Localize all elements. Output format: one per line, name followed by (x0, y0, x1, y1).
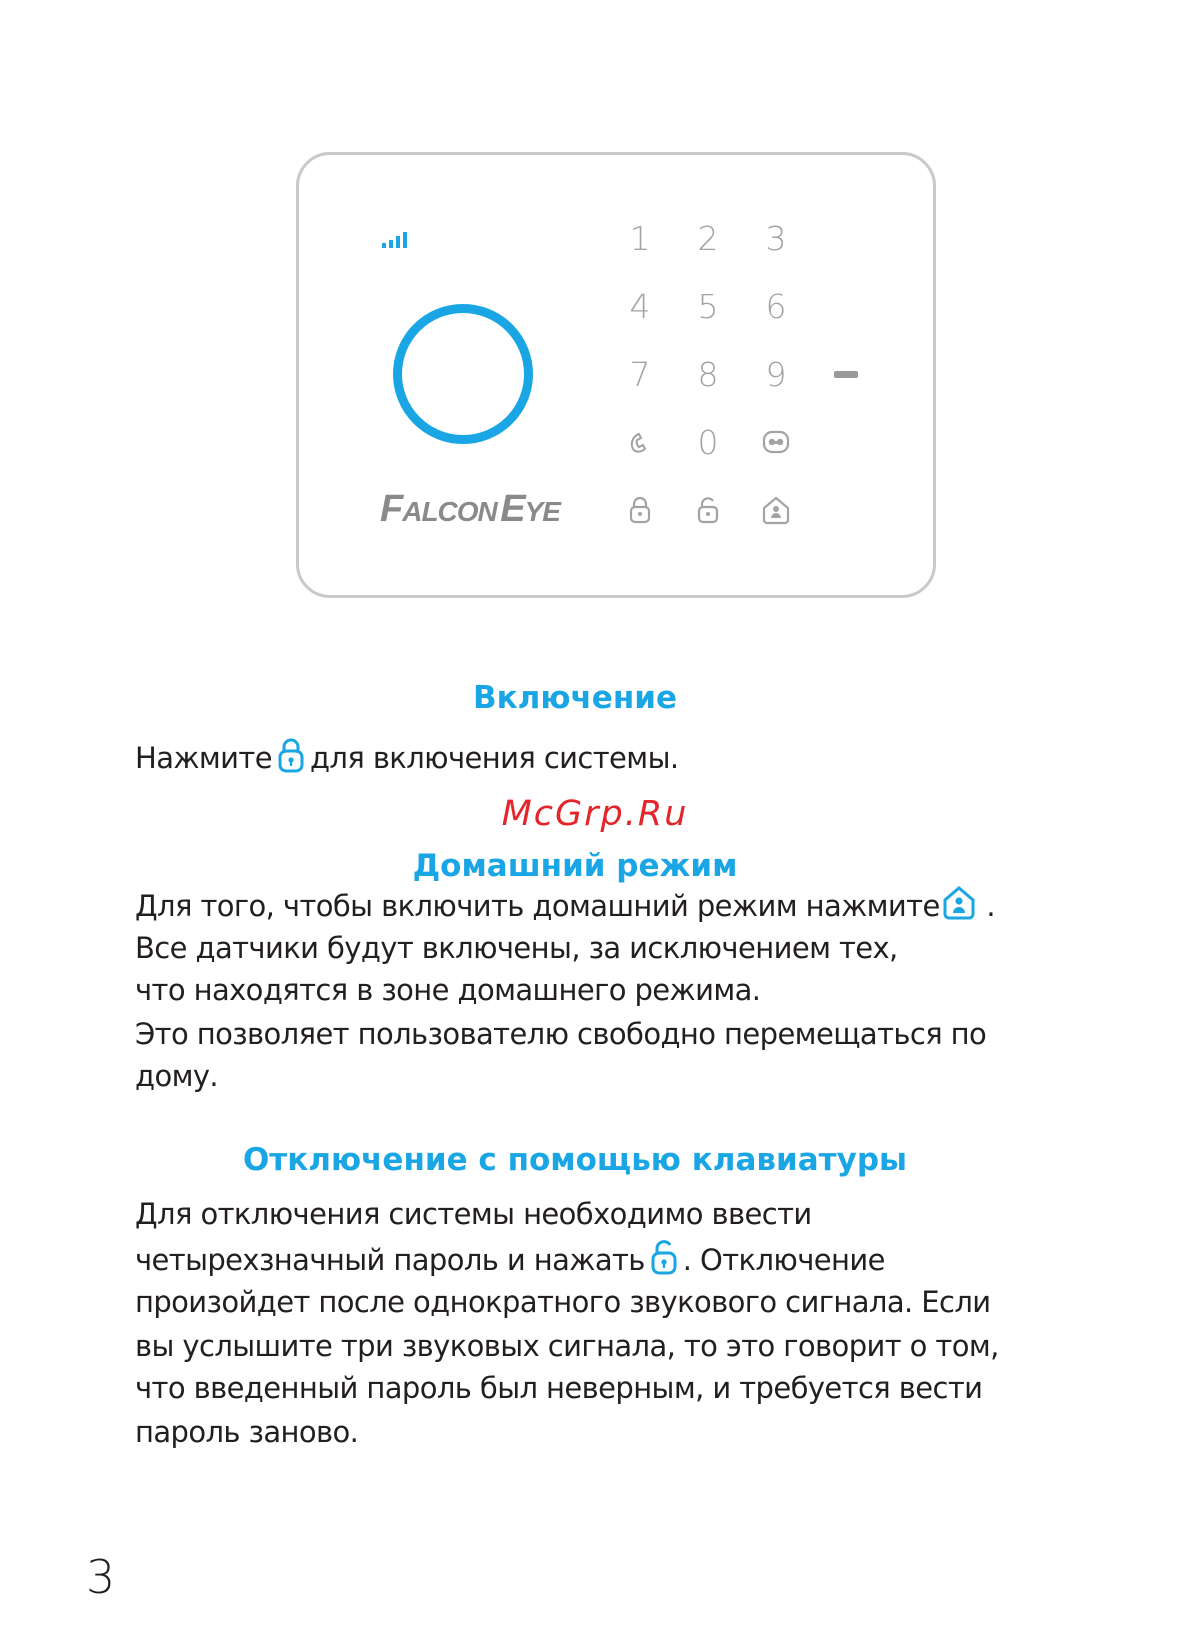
signal-icon (382, 232, 408, 248)
dash-key[interactable] (834, 371, 858, 378)
home-line-5: дому. (135, 1059, 219, 1093)
page-number: 3 (86, 1550, 116, 1604)
home-line-3: что находятся в зоне домашнего режима. (135, 973, 761, 1007)
disarm-line-6: пароль заново. (135, 1415, 359, 1449)
home-line-1: Для того, чтобы включить домашний режим нажмите . (135, 884, 995, 926)
home-mode-icon (942, 884, 976, 922)
key-1[interactable]: 1 (629, 218, 651, 258)
heading-disarm: Отключение с помощью клавиатуры (242, 1142, 908, 1178)
key-0[interactable]: 0 (697, 422, 719, 462)
lock-open-icon (647, 1238, 681, 1276)
disarm-line-1: Для отключения системы необходимо ввести (135, 1197, 812, 1231)
key-5[interactable]: 5 (697, 286, 719, 326)
disarm-line-3: произойдет после однократного звукового сигнала. Если (135, 1285, 991, 1319)
disarm-line-5: что введенный пароль был неверным, и требуется вести (135, 1371, 983, 1405)
record-icon[interactable] (756, 422, 796, 462)
key-3[interactable]: 3 (765, 218, 787, 258)
key-2[interactable]: 2 (697, 218, 719, 258)
heading-home-mode: Домашний режим (412, 848, 738, 884)
status-ring (393, 304, 533, 444)
key-7[interactable]: 7 (629, 354, 651, 394)
brand-logo: FALCON EYE (380, 488, 560, 530)
key-9[interactable]: 9 (765, 354, 787, 394)
home-line-4: Это позволяет пользователю свободно перемещаться по (135, 1017, 987, 1051)
phone-icon[interactable] (620, 422, 660, 462)
arm-instruction: Нажмите для включения системы. (135, 736, 678, 778)
watermark: McGrp.Ru (501, 794, 689, 834)
home-line-2: Все датчики будут включены, за исключением тех, (135, 931, 898, 965)
heading-arm: Включение (473, 680, 677, 716)
key-4[interactable]: 4 (629, 286, 651, 326)
disarm-line-2: четырехзначный пароль и нажать . Отключение (135, 1238, 885, 1280)
lock-closed-icon (274, 736, 308, 774)
lock-closed-icon[interactable] (620, 490, 660, 530)
disarm-line-4: вы услышите три звуковых сигнала, то это говорит о том, (135, 1329, 999, 1363)
key-6[interactable]: 6 (765, 286, 787, 326)
home-mode-icon[interactable] (756, 490, 796, 530)
key-8[interactable]: 8 (697, 354, 719, 394)
lock-open-icon[interactable] (688, 490, 728, 530)
